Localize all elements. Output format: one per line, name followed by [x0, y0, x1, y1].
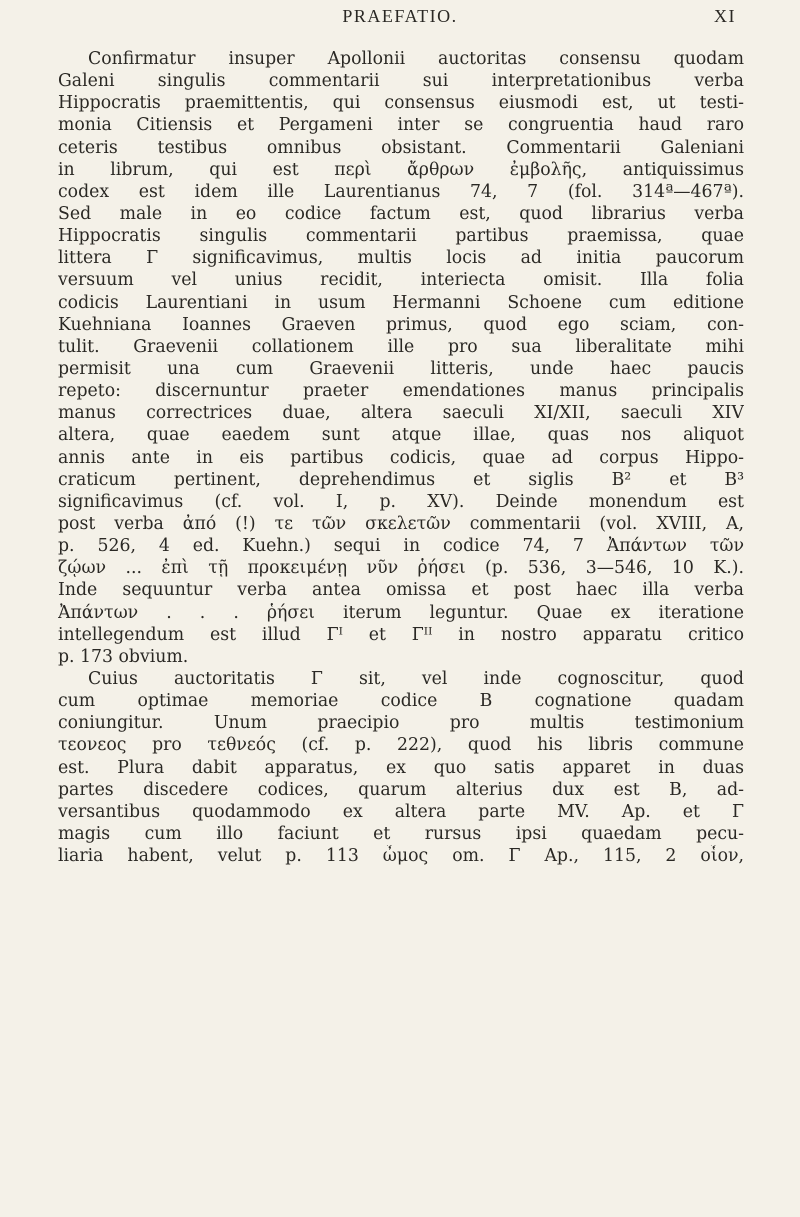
text-line: Hippocratis praemittentis, qui consensus eiusmodi est, ut testi- [58, 93, 744, 114]
text-line: coniungitur. Unum praecipio pro multis testimonium [58, 713, 744, 734]
text-line: manus correctrices duae, altera saeculi XI/XII, saeculi XIV [58, 403, 744, 424]
text-line: partes discedere codices, quarum alterius dux est B, ad- [58, 779, 744, 800]
running-title: PRAEFATIO. [342, 6, 458, 26]
text-line: monia Citiensis et Pergameni inter se congruentia haud raro [58, 115, 744, 136]
text-line: in librum, qui est περὶ ἄρθρων ἐμβολῆς, antiquissimus [58, 159, 744, 180]
text-line: liaria habent, velut p. 113 ὦμος om. Γ Ap., 115, 2 οἷον, [58, 846, 744, 867]
text-line: ζῴων ... ἐπὶ τῇ προκειμένῃ νῦν ῥήσει (p. 536, 3—546, 10 K.). [58, 558, 744, 579]
text-line: repeto: discernuntur praeter emendationes manus principalis [58, 381, 744, 402]
text-line: ceteris testibus omnibus obsistant. Commentarii Galeniani [58, 137, 744, 158]
text-line: Sed male in eo codice factum est, quod librarius verba [58, 203, 744, 224]
page-number: XI [714, 6, 736, 26]
text-line: cum optimae memoriae codice B cognatione quadam [58, 691, 744, 712]
running-head [58, 6, 742, 30]
text-line: permisit una cum Graevenii litteris, unde haec paucis [58, 358, 744, 379]
text-line: codicis Laurentiani in usum Hermanni Schoene cum editione [58, 292, 744, 313]
text-line: Inde sequuntur verba antea omissa et post haec illa verba [58, 580, 744, 601]
text-line: craticum pertinent, deprehendimus et siglis B² et B³ [58, 469, 744, 490]
text-line: Galeni singulis commentarii sui interpretationibus verba [58, 71, 744, 92]
text-line: p. 173 obvium. [58, 646, 189, 667]
text-line: codex est idem ille Laurentianus 74, 7 (fol. 314ª—467ª). [58, 181, 744, 202]
text-line: Ἀπάντων . . . ῥήσει iterum leguntur. Quae ex iteratione [58, 602, 744, 623]
text-line: tulit. Graevenii collationem ille pro sua liberalitate mihi [58, 336, 744, 357]
body-text [58, 48, 744, 867]
text-line: τεονεος pro τεθνεός (cf. p. 222), quod his libris commune [58, 735, 744, 756]
text-line: versuum vel unius recidit, interiecta omisit. Illa folia [58, 270, 744, 291]
text-line: p. 526, 4 ed. Kuehn.) sequi in codice 74, 7 Ἀπάντων τῶν [58, 536, 744, 557]
text-line: altera, quae eaedem sunt atque illae, quas nos aliquot [58, 425, 744, 446]
text-line: Hippocratis singulis commentarii partibus praemissa, quae [58, 226, 744, 247]
text-line: magis cum illo faciunt et rursus ipsi quaedam pecu- [58, 823, 744, 844]
text-line: significavimus (cf. vol. I, p. XV). Deinde monendum est [58, 491, 744, 512]
text-line: Kuehniana Ioannes Graeven primus, quod ego sciam, con- [58, 314, 744, 335]
text-line: versantibus quodammodo ex altera parte MV. Ap. et Γ [58, 801, 744, 822]
text-line: Confirmatur insuper Apollonii auctoritas consensu quodam [88, 49, 744, 69]
text-line: post verba ἀπό (!) τε τῶν σκελετῶν commentarii (vol. XVIII, A, [58, 513, 744, 534]
text-line: est. Plura dabit apparatus, ex quo satis apparet in duas [58, 757, 744, 778]
text-line: littera Γ significavimus, multis locis ad initia paucorum [58, 248, 744, 269]
text-line: annis ante in eis partibus codicis, quae ad corpus Hippo- [58, 447, 744, 468]
text-line: intellegendum est illud Γᴵ et Γᴵᴵ in nostro apparatu critico [58, 624, 744, 645]
text-line: Cuius auctoritatis Γ sit, vel inde cognoscitur, quod [88, 668, 744, 689]
